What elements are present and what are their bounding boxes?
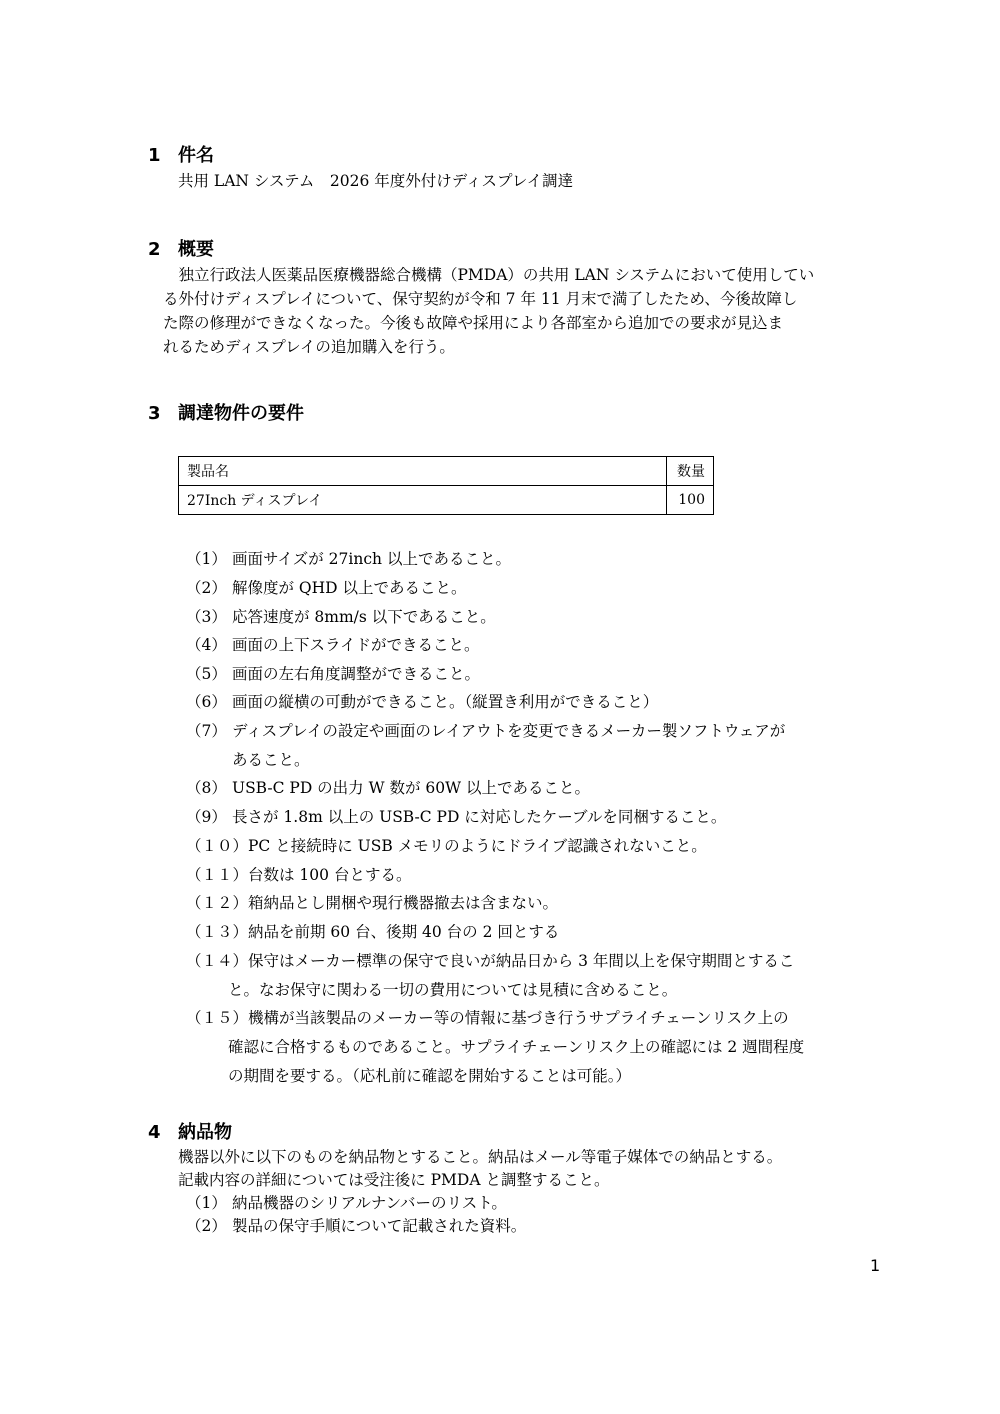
item-label: （4） xyxy=(186,636,227,654)
item-text: 保守はメーカー標準の保守で良いが納品日から 3 年間以上を保守期間とするこ xyxy=(248,952,795,970)
item-text: 解像度が QHD 以上であること。 xyxy=(232,579,467,597)
requirement-item xyxy=(186,865,411,885)
section-number: 1 xyxy=(148,145,161,166)
page-number: 1 xyxy=(870,1256,881,1275)
deliverable-item xyxy=(186,1193,507,1213)
requirement-item xyxy=(186,635,480,655)
table-header-row xyxy=(179,457,714,486)
section-number: 4 xyxy=(148,1122,161,1143)
section-title: 納品物 xyxy=(178,1122,232,1143)
deliverables-line: 記載内容の詳細については受注後に PMDA と調整すること。 xyxy=(178,1171,610,1189)
item-text: 箱納品とし開梱や現行機器撤去は含まない。 xyxy=(248,894,559,912)
section-4-heading xyxy=(148,1121,232,1145)
overview-line: た際の修理ができなくなった。今後も故障や採用により各部室から追加での要求が見込ま xyxy=(163,314,784,332)
item-label: （6） xyxy=(186,693,227,711)
section-3-heading xyxy=(148,402,304,426)
item-text: 台数は 100 台とする。 xyxy=(248,866,412,884)
requirement-item xyxy=(186,951,794,971)
deliverable-item xyxy=(186,1216,526,1236)
item-label: （１０） xyxy=(186,837,249,855)
cell-quantity: 100 xyxy=(667,486,714,515)
cell-product-name: 27Inch ディスプレイ xyxy=(179,486,667,515)
item-label: （1） xyxy=(186,550,227,568)
deliverables-line: 機器以外に以下のものを納品物とすること。納品はメール等電子媒体での納品とする。 xyxy=(178,1148,783,1166)
requirement-item xyxy=(186,578,467,598)
item-label: （2） xyxy=(186,579,227,597)
item-text: 機構が当該製品のメーカー等の情報に基づき行うサプライチェーンリスク上の xyxy=(248,1009,789,1027)
item-text: 画面の上下スライドができること。 xyxy=(232,636,480,654)
table-row xyxy=(179,486,714,515)
requirement-continuation: と。なお保守に関わる一切の費用については見積に含めること。 xyxy=(228,981,678,999)
item-text: USB-C PD の出力 W 数が 60W 以上であること。 xyxy=(232,779,590,797)
requirement-continuation: 確認に合格するものであること。サプライチェーンリスク上の確認には 2 週間程度 xyxy=(228,1038,805,1056)
requirement-item xyxy=(186,664,480,684)
header-quantity: 数量 xyxy=(667,457,714,486)
overview-line: る外付けディスプレイについて、保守契約が令和 7 年 11 月末で満了したため、今後故障し xyxy=(163,290,798,308)
item-text: 画面の縦横の可動ができること。（縦置き利用ができること） xyxy=(232,693,659,711)
requirement-item xyxy=(186,893,558,913)
item-label: （１２） xyxy=(186,894,249,912)
item-label: （5） xyxy=(186,665,227,683)
requirement-item xyxy=(186,836,707,856)
requirement-item xyxy=(186,607,496,627)
overview-line: 独立行政法人医薬品医療機器総合機構（PMDA）の共用 LAN システムにおいて使用してい xyxy=(163,266,815,284)
item-text: 長さが 1.8m 以上の USB-C PD に対応したケーブルを同梱すること。 xyxy=(232,808,727,826)
item-text: ディスプレイの設定や画面のレイアウトを変更できるメーカー製ソフトウェアが xyxy=(232,722,786,740)
item-text: 製品の保守手順について記載された資料。 xyxy=(232,1217,527,1235)
requirement-item xyxy=(186,549,511,569)
requirement-continuation: の期間を要する。（応札前に確認を開始することは可能。） xyxy=(228,1067,632,1085)
requirement-item xyxy=(186,692,658,712)
requirement-item xyxy=(186,778,590,798)
requirement-continuation: あること。 xyxy=(232,751,310,769)
item-label: （１１） xyxy=(186,866,249,884)
section-title: 件名 xyxy=(178,145,214,166)
item-text: PC と接続時に USB メモリのようにドライブ認識されないこと。 xyxy=(248,837,707,855)
item-label: （１４） xyxy=(186,952,249,970)
section-number: 2 xyxy=(148,239,161,260)
overview-line: れるためディスプレイの追加購入を行う。 xyxy=(163,338,455,356)
product-table xyxy=(178,456,714,515)
requirement-item xyxy=(186,922,559,942)
header-product-name: 製品名 xyxy=(179,457,667,486)
item-label: （１５） xyxy=(186,1009,249,1027)
item-text: 納品機器のシリアルナンバーのリスト。 xyxy=(232,1194,507,1212)
section-1-body: 共用 LAN システム 2026 年度外付けディスプレイ調達 xyxy=(178,172,574,190)
item-label: （8） xyxy=(186,779,227,797)
item-label: （7） xyxy=(186,722,227,740)
item-text: 応答速度が 8mm/s 以下であること。 xyxy=(232,608,496,626)
requirement-item xyxy=(186,807,726,827)
item-label: （1） xyxy=(186,1194,227,1212)
item-text: 納品を前期 60 台、後期 40 台の 2 回とする xyxy=(248,923,560,941)
section-title: 調達物件の要件 xyxy=(178,403,304,424)
section-1-heading xyxy=(148,144,214,168)
item-text: 画面の左右角度調整ができること。 xyxy=(232,665,481,683)
item-label: （9） xyxy=(186,808,227,826)
section-2-heading xyxy=(148,238,214,262)
requirement-item xyxy=(186,1008,789,1028)
section-number: 3 xyxy=(148,403,161,424)
requirement-item xyxy=(186,721,785,741)
item-label: （１３） xyxy=(186,923,249,941)
section-title: 概要 xyxy=(178,239,214,260)
item-label: （2） xyxy=(186,1217,227,1235)
item-text: 画面サイズが 27inch 以上であること。 xyxy=(232,550,511,568)
item-label: （3） xyxy=(186,608,227,626)
